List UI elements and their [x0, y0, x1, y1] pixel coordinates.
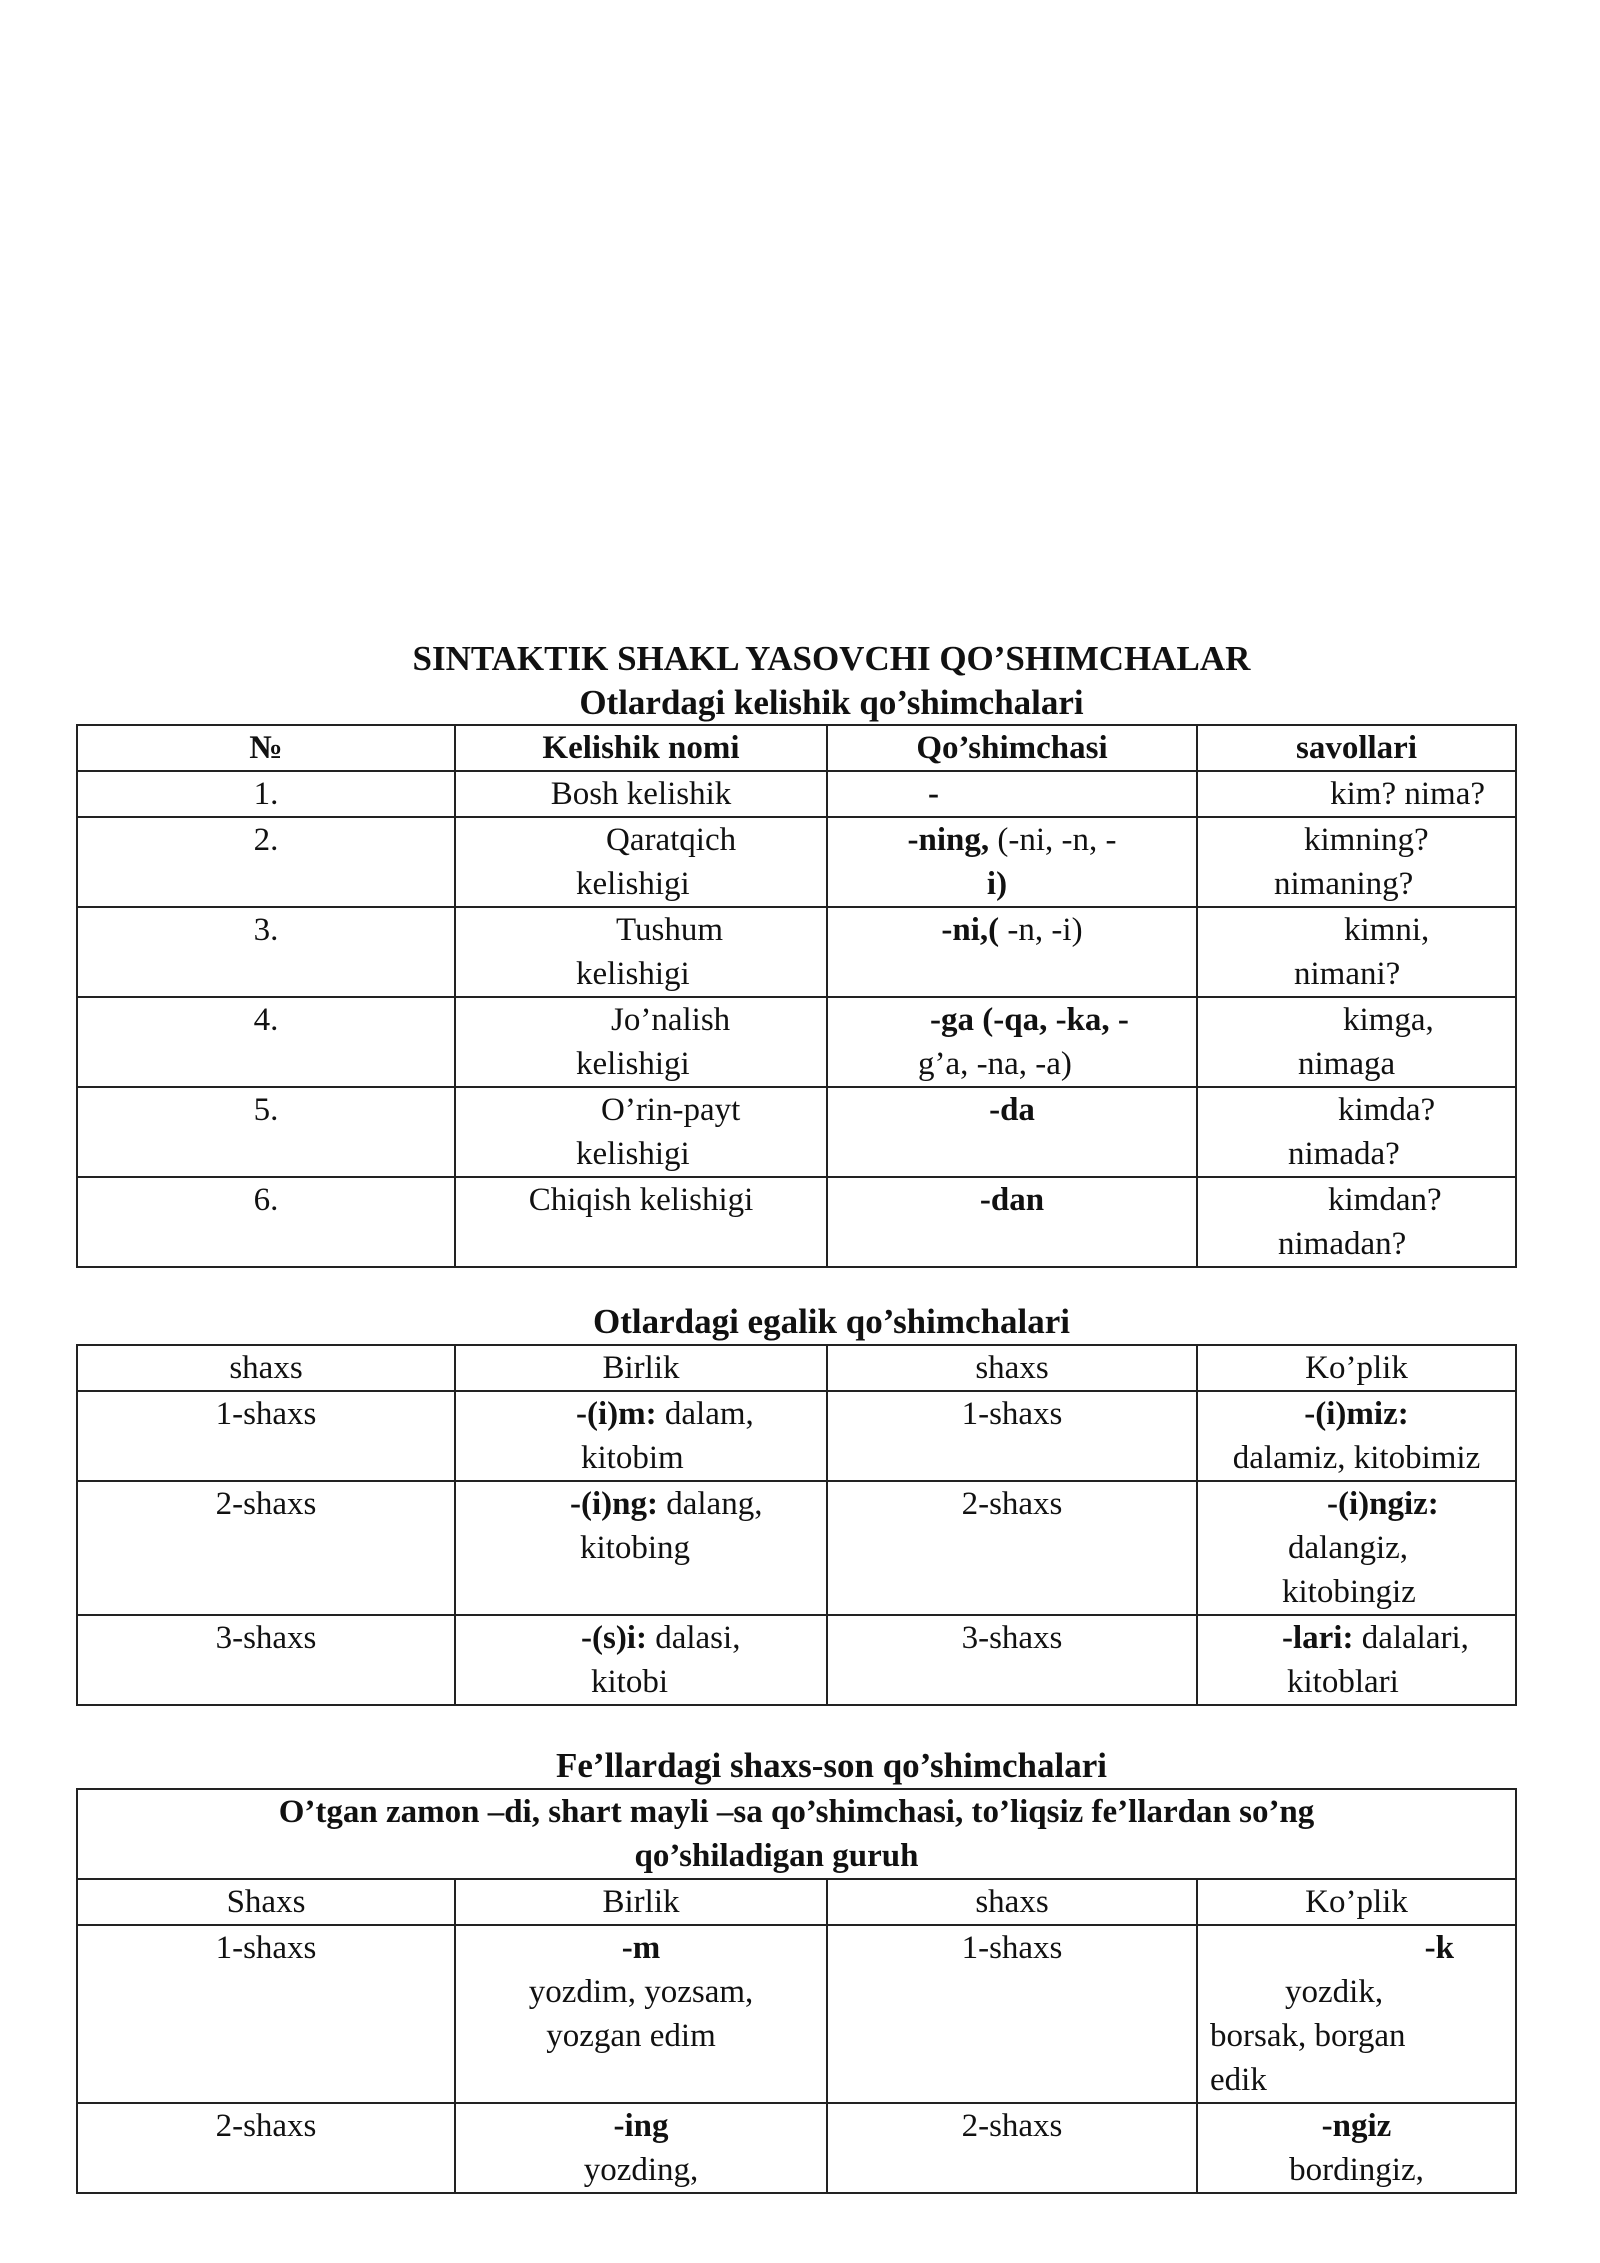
example-line2: yozgan edim: [546, 2018, 716, 2054]
example-line2: kitoblari: [1287, 1664, 1399, 1700]
suffix-cell: [827, 771, 1197, 817]
row-number: 4.: [77, 997, 455, 1087]
case-name: [455, 997, 827, 1087]
suffix-bold: -ing: [613, 2108, 669, 2144]
suffix-bold: -: [928, 776, 939, 812]
table-header-row: [77, 1345, 1516, 1391]
header-plural: Ko’plik: [1197, 1879, 1516, 1925]
row-number: 6.: [77, 1177, 455, 1267]
case-name-line2: kelishigi: [576, 956, 690, 992]
header-questions: savollari: [1197, 725, 1516, 771]
question-line2: nimaning?: [1274, 866, 1414, 902]
example-line1: yozdik,: [1285, 1974, 1384, 2010]
header-singular: Birlik: [455, 1879, 827, 1925]
example-line2: kitobi: [591, 1664, 669, 1700]
table3-caption: Fe’llardagi shaxs-son qo’shimchalari: [556, 1746, 1107, 1785]
header-singular: Birlik: [455, 1345, 827, 1391]
case-suffix-table: [76, 724, 1517, 1268]
header-person-plural: shaxs: [827, 1345, 1197, 1391]
suffix-bold: -ni,(: [941, 912, 1000, 948]
case-name: [455, 907, 827, 997]
person-label: 2-shaxs: [77, 1481, 455, 1615]
suffix-cell: [827, 817, 1197, 907]
suffix-cell: [827, 997, 1197, 1087]
person-label: 1-shaxs: [827, 1391, 1197, 1481]
case-name-line1: O’rin-payt: [601, 1092, 741, 1128]
question-cell: [1197, 771, 1516, 817]
suffix-regular: -n, -i): [999, 912, 1083, 948]
plural-cell: [1197, 1615, 1516, 1705]
case-name-line2: kelishigi: [576, 1046, 690, 1082]
suffix-bold: -dan: [979, 1182, 1045, 1218]
example-text: dalamiz, kitobimiz: [1232, 1440, 1481, 1476]
person-label: 2-shaxs: [827, 2103, 1197, 2193]
question-line1: kimdan?: [1328, 1182, 1442, 1218]
suffix-bold: -k: [1424, 1930, 1455, 1966]
example-line2: kitobing: [580, 1530, 691, 1566]
question-cell: [1197, 907, 1516, 997]
header-person: shaxs: [77, 1345, 455, 1391]
table-row: [77, 1087, 1516, 1177]
singular-cell: [455, 1391, 827, 1481]
table2-caption: Otlardagi egalik qo’shimchalari: [592, 1302, 1071, 1341]
table-subheader-row: [77, 1789, 1516, 1879]
singular-cell: [455, 2103, 827, 2193]
suffix-bold: -(i)miz:: [1304, 1396, 1409, 1432]
question-line1: kimda?: [1338, 1092, 1436, 1128]
example-text: dalangiz,: [1288, 1530, 1409, 1566]
example-line2: kitobingiz: [1282, 1574, 1416, 1610]
suffix-bold: -m: [621, 1930, 661, 1966]
table-row: [77, 1925, 1516, 2103]
example-line2: borsak, borgan: [1210, 2018, 1406, 2054]
document-title: SINTAKTIK SHAKL YASOVCHI QO’SHIMCHALAR: [412, 639, 1251, 678]
question-cell: [1197, 1087, 1516, 1177]
case-name-text: Chiqish kelishigi: [528, 1182, 754, 1218]
case-name: [455, 1087, 827, 1177]
table-row: [77, 997, 1516, 1087]
table-row: [77, 771, 1516, 817]
person-label: 3-shaxs: [827, 1615, 1197, 1705]
example-line3: edik: [1210, 2062, 1267, 2098]
example-line1: yozdim, yozsam,: [528, 1974, 754, 2010]
suffix-bold: -(i)ngiz:: [1327, 1486, 1439, 1522]
case-name-line1: Jo’nalish: [611, 1002, 731, 1038]
case-name-text: Bosh kelishik: [550, 776, 732, 812]
suffix-bold: -da: [989, 1092, 1035, 1128]
person-label: 1-shaxs: [827, 1925, 1197, 2103]
table1-caption: Otlardagi kelishik qo’shimchalari: [579, 683, 1084, 722]
table-row: [77, 907, 1516, 997]
header-suffix: Qo’shimchasi: [827, 725, 1197, 771]
table-header-row: [77, 725, 1516, 771]
case-name-line2: kelishigi: [576, 866, 690, 902]
suffix-cell: [827, 1087, 1197, 1177]
example-text: dalam,: [656, 1396, 754, 1432]
question-line1: kimni,: [1344, 912, 1430, 948]
case-name: [455, 771, 827, 817]
example-line1: yozding,: [583, 2152, 699, 2188]
singular-cell: [455, 1481, 827, 1615]
question-cell: [1197, 1177, 1516, 1267]
suffix-line1: [834, 818, 1190, 862]
question-line2: nimada?: [1288, 1136, 1400, 1172]
table-row: [77, 1481, 1516, 1615]
suffix-line2: g’a, -na, -a): [918, 1046, 1072, 1082]
table-row: [77, 1177, 1516, 1267]
header-person: Shaxs: [77, 1879, 455, 1925]
suffix-cell: [827, 907, 1197, 997]
suffix-line2: i): [986, 866, 1008, 902]
header-number: №: [77, 725, 455, 771]
suffix-bold: -(i)m:: [576, 1396, 657, 1432]
plural-cell: [1197, 1391, 1516, 1481]
suffix-cell: [827, 1177, 1197, 1267]
table-row: [77, 1391, 1516, 1481]
question-cell: [1197, 817, 1516, 907]
row-number: 5.: [77, 1087, 455, 1177]
plural-cell: [1197, 1481, 1516, 1615]
suffix-line1: -ga (-qa, -ka, -: [930, 1002, 1129, 1038]
person-label: 3-shaxs: [77, 1615, 455, 1705]
header-case-name: Kelishik nomi: [455, 725, 827, 771]
subheader-line1: O’tgan zamon –di, shart mayli –sa qo’shimchasi, to’liqsiz fe’llardan so’ng: [278, 1794, 1315, 1830]
plural-cell: [1197, 2103, 1516, 2193]
header-person-plural: shaxs: [827, 1879, 1197, 1925]
question-line2: nimani?: [1294, 956, 1401, 992]
singular-cell: [455, 1615, 827, 1705]
person-number-suffix-table: [76, 1788, 1517, 2194]
suffix-bold: -ning,: [907, 822, 990, 858]
person-label: 2-shaxs: [827, 1481, 1197, 1615]
question-text: kim? nima?: [1330, 776, 1485, 812]
example-text: dalang,: [657, 1486, 763, 1522]
example-line1: bordingiz,: [1289, 2152, 1424, 2188]
case-name: [455, 1177, 827, 1267]
possessive-suffix-table: [76, 1344, 1517, 1706]
table-row: [77, 817, 1516, 907]
table-row: [77, 2103, 1516, 2193]
question-line1: kimning?: [1304, 822, 1429, 858]
suffix-line1: [834, 908, 1190, 952]
person-label: 1-shaxs: [77, 1925, 455, 2103]
question-line1: kimga,: [1343, 1002, 1434, 1038]
question-line2: nimadan?: [1278, 1226, 1407, 1262]
case-name-line1: Qaratqich: [606, 822, 737, 858]
example-text: dalalari,: [1353, 1620, 1469, 1656]
suffix-bold: -lari:: [1282, 1620, 1354, 1656]
case-name-line2: kelishigi: [576, 1136, 690, 1172]
person-label: 1-shaxs: [77, 1391, 455, 1481]
header-plural: Ko’plik: [1197, 1345, 1516, 1391]
example-line2: kitobim: [581, 1440, 684, 1476]
suffix-bold: -ngiz: [1321, 2108, 1392, 2144]
question-line2: nimaga: [1298, 1046, 1396, 1082]
suffix-bold: -(s)i:: [581, 1620, 647, 1656]
person-label: 2-shaxs: [77, 2103, 455, 2193]
row-number: 1.: [77, 771, 455, 817]
plural-cell: [1197, 1925, 1516, 2103]
question-cell: [1197, 997, 1516, 1087]
group-subheader: [77, 1789, 1516, 1879]
subheader-line2: qo’shiladigan guruh: [634, 1838, 919, 1874]
case-name: [455, 817, 827, 907]
suffix-regular: (-ni, -n, -: [989, 822, 1117, 858]
example-text: dalasi,: [646, 1620, 741, 1656]
row-number: 2.: [77, 817, 455, 907]
table-row: [77, 1615, 1516, 1705]
singular-cell: [455, 1925, 827, 2103]
row-number: 3.: [77, 907, 455, 997]
suffix-bold: -(i)ng:: [570, 1486, 658, 1522]
table-header-row: [77, 1879, 1516, 1925]
case-name-line1: Tushum: [616, 912, 724, 948]
